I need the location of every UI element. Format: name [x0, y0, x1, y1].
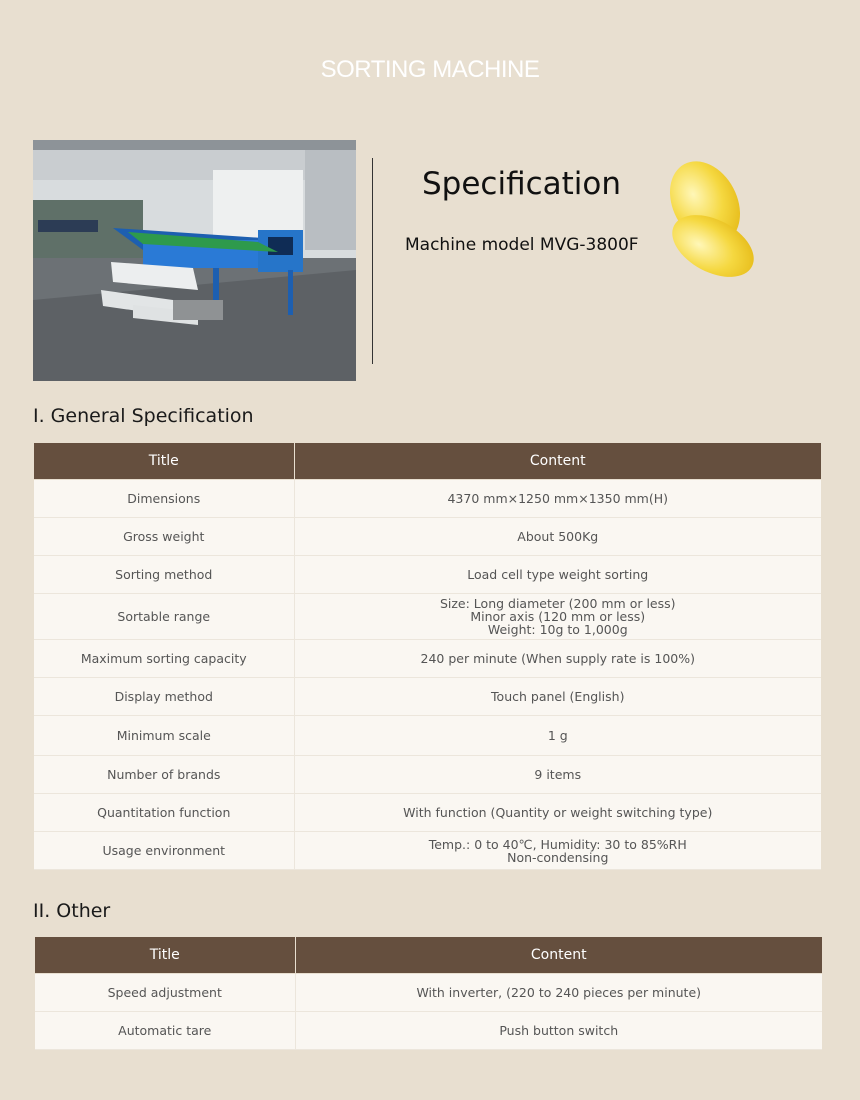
- row-content: [294, 716, 821, 756]
- row-title: Sortable range: [34, 594, 294, 640]
- column-header-content: Content: [295, 937, 822, 974]
- row-title: Automatic tare: [35, 1012, 295, 1050]
- row-content: [294, 640, 821, 678]
- column-header-title: Title: [34, 443, 294, 480]
- row-content-line: Load cell type weight sorting: [467, 567, 649, 582]
- machine-photo: [33, 140, 356, 381]
- row-content-line: 9 items: [534, 767, 582, 782]
- page-title: SORTING MACHINE: [320, 56, 540, 83]
- row-content-line: 4370 mm×1250 mm×1350 mm(H): [447, 491, 668, 506]
- row-title: Dimensions: [34, 480, 294, 518]
- row-content: [295, 1012, 822, 1050]
- row-content: [294, 794, 821, 832]
- row-content: [294, 832, 821, 870]
- row-title: Gross weight: [34, 518, 294, 556]
- row-content-line: Touch panel (English): [491, 689, 625, 704]
- other-heading: II. Other: [33, 900, 111, 922]
- general-spec-table: [34, 443, 821, 870]
- other-spec-table: [35, 937, 822, 1050]
- row-content: [294, 556, 821, 594]
- row-content-line: Minor axis (120 mm or less): [470, 609, 646, 624]
- row-title: Sorting method: [34, 556, 294, 594]
- table-row: [34, 678, 821, 716]
- row-title: Usage environment: [34, 832, 294, 870]
- table-row: [34, 832, 821, 870]
- machine-model: Machine model MVG-3800F: [405, 235, 639, 255]
- table-row: [34, 716, 821, 756]
- row-content: [294, 480, 821, 518]
- row-content: [295, 974, 822, 1012]
- row-content: [294, 518, 821, 556]
- table-row: [34, 556, 821, 594]
- row-title: Minimum scale: [34, 716, 294, 756]
- table-row: [34, 794, 821, 832]
- table-row: [34, 756, 821, 794]
- column-header-content: Content: [294, 443, 821, 480]
- row-title: Speed adjustment: [35, 974, 295, 1012]
- row-content: [294, 756, 821, 794]
- table-row: [35, 974, 822, 1012]
- row-content-line: 1 g: [547, 728, 568, 743]
- table-row: [34, 594, 821, 640]
- row-content-line: Temp.: 0 to 40℃, Humidity: 30 to 85%RH: [428, 836, 687, 852]
- row-content-line: Non-condensing: [507, 849, 609, 865]
- column-header-title: Title: [35, 937, 295, 974]
- row-title: Number of brands: [34, 756, 294, 794]
- table-row: [35, 1012, 822, 1050]
- yellow-fruit-decoration-icon: [655, 158, 760, 286]
- general-spec-heading: I. General Specification: [33, 405, 254, 427]
- row-content: [294, 594, 821, 640]
- row-content-line: With function (Quantity or weight switching type): [403, 805, 713, 820]
- row-content-line: 240 per minute (When supply rate is 100%): [420, 651, 695, 666]
- spec-heading: Specification: [422, 166, 622, 202]
- table-row: [34, 640, 821, 678]
- row-content-line: Size: Long diameter (200 mm or less): [439, 596, 676, 611]
- table-row: [34, 480, 821, 518]
- row-title: Quantitation function: [34, 794, 294, 832]
- table-row: [34, 518, 821, 556]
- row-content-line: About 500Kg: [517, 529, 599, 544]
- row-content-line: Push button switch: [499, 1023, 619, 1038]
- row-title: Maximum sorting capacity: [34, 640, 294, 678]
- row-content-line: Weight: 10g to 1,000g: [487, 622, 628, 637]
- row-content: [294, 678, 821, 716]
- row-content-line: With inverter, (220 to 240 pieces per minute): [416, 985, 702, 1000]
- row-title: Display method: [34, 678, 294, 716]
- vertical-divider: [372, 158, 373, 364]
